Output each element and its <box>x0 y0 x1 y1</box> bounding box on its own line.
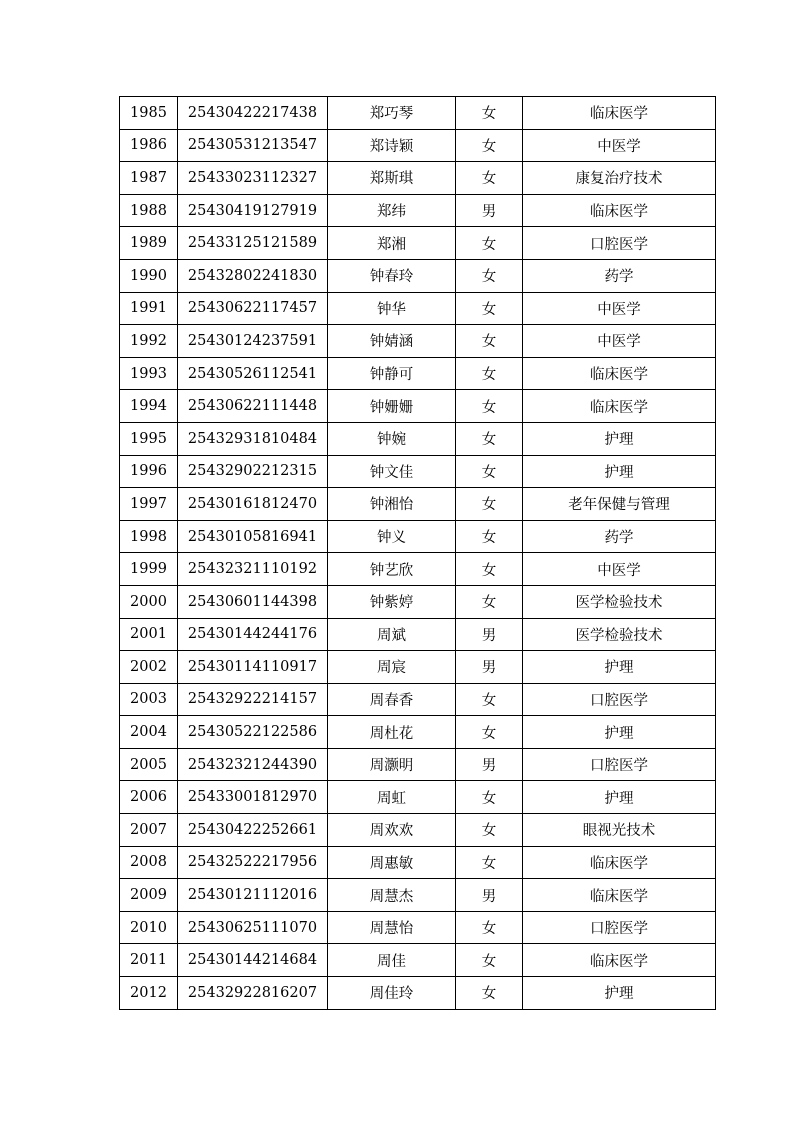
gender-cell: 女 <box>456 944 523 977</box>
major-cell: 中医学 <box>523 292 716 325</box>
gender-cell: 男 <box>456 618 523 651</box>
exam-id-cell: 25432802241830 <box>178 259 328 292</box>
student-name-cell: 钟湘怡 <box>328 488 456 521</box>
gender-cell: 女 <box>456 488 523 521</box>
table-row <box>120 455 716 488</box>
major-cell: 护理 <box>523 455 716 488</box>
table-row <box>120 227 716 260</box>
gender-cell: 女 <box>456 292 523 325</box>
exam-id-cell: 25430622111448 <box>178 390 328 423</box>
gender-cell: 女 <box>456 553 523 586</box>
table-row <box>120 911 716 944</box>
exam-id-cell: 25430622117457 <box>178 292 328 325</box>
major-cell: 老年保健与管理 <box>523 488 716 521</box>
row-number-cell: 2011 <box>120 944 178 977</box>
gender-cell: 男 <box>456 879 523 912</box>
gender-cell: 男 <box>456 194 523 227</box>
row-number-cell: 1987 <box>120 162 178 195</box>
row-number-cell: 2009 <box>120 879 178 912</box>
row-number-cell: 1998 <box>120 520 178 553</box>
table-row <box>120 357 716 390</box>
gender-cell: 男 <box>456 651 523 684</box>
major-cell: 临床医学 <box>523 357 716 390</box>
major-cell: 中医学 <box>523 129 716 162</box>
exam-id-cell: 25430531213547 <box>178 129 328 162</box>
major-cell: 临床医学 <box>523 97 716 130</box>
student-name-cell: 钟紫婷 <box>328 585 456 618</box>
exam-id-cell: 25430105816941 <box>178 520 328 553</box>
row-number-cell: 1985 <box>120 97 178 130</box>
exam-id-cell: 25430422252661 <box>178 814 328 847</box>
student-name-cell: 周慧杰 <box>328 879 456 912</box>
major-cell: 医学检验技术 <box>523 585 716 618</box>
exam-id-cell: 25432321110192 <box>178 553 328 586</box>
gender-cell: 女 <box>456 422 523 455</box>
student-name-cell: 钟婉 <box>328 422 456 455</box>
major-cell: 口腔医学 <box>523 683 716 716</box>
table-row <box>120 846 716 879</box>
student-name-cell: 周杜花 <box>328 716 456 749</box>
student-name-cell: 钟春玲 <box>328 259 456 292</box>
student-name-cell: 周虹 <box>328 781 456 814</box>
major-cell: 护理 <box>523 651 716 684</box>
exam-id-cell: 25430422217438 <box>178 97 328 130</box>
major-cell: 口腔医学 <box>523 748 716 781</box>
major-cell: 临床医学 <box>523 846 716 879</box>
gender-cell: 女 <box>456 716 523 749</box>
student-name-cell: 郑斯琪 <box>328 162 456 195</box>
major-cell: 药学 <box>523 520 716 553</box>
gender-cell: 男 <box>456 748 523 781</box>
table-row <box>120 390 716 423</box>
gender-cell: 女 <box>456 977 523 1010</box>
row-number-cell: 2007 <box>120 814 178 847</box>
table-row <box>120 325 716 358</box>
major-cell: 药学 <box>523 259 716 292</box>
table-row <box>120 585 716 618</box>
exam-id-cell: 25430144244176 <box>178 618 328 651</box>
exam-id-cell: 25433001812970 <box>178 781 328 814</box>
row-number-cell: 1996 <box>120 455 178 488</box>
exam-id-cell: 25433125121589 <box>178 227 328 260</box>
student-name-cell: 周佳玲 <box>328 977 456 1010</box>
major-cell: 护理 <box>523 781 716 814</box>
major-cell: 康复治疗技术 <box>523 162 716 195</box>
table-row <box>120 162 716 195</box>
student-name-cell: 钟艺欣 <box>328 553 456 586</box>
student-name-cell: 周慧怡 <box>328 911 456 944</box>
student-name-cell: 郑巧琴 <box>328 97 456 130</box>
gender-cell: 女 <box>456 683 523 716</box>
exam-id-cell: 25432922214157 <box>178 683 328 716</box>
student-name-cell: 钟义 <box>328 520 456 553</box>
exam-id-cell: 25430121112016 <box>178 879 328 912</box>
row-number-cell: 2010 <box>120 911 178 944</box>
row-number-cell: 1989 <box>120 227 178 260</box>
gender-cell: 女 <box>456 325 523 358</box>
exam-id-cell: 25430526112541 <box>178 357 328 390</box>
gender-cell: 女 <box>456 911 523 944</box>
gender-cell: 女 <box>456 162 523 195</box>
gender-cell: 女 <box>456 357 523 390</box>
student-roster-table <box>119 96 716 1010</box>
table-row <box>120 683 716 716</box>
row-number-cell: 2001 <box>120 618 178 651</box>
table-row <box>120 129 716 162</box>
table-row <box>120 488 716 521</box>
exam-id-cell: 25430114110917 <box>178 651 328 684</box>
row-number-cell: 1999 <box>120 553 178 586</box>
exam-id-cell: 25433023112327 <box>178 162 328 195</box>
student-name-cell: 周佳 <box>328 944 456 977</box>
student-name-cell: 钟华 <box>328 292 456 325</box>
major-cell: 口腔医学 <box>523 227 716 260</box>
table-row <box>120 422 716 455</box>
row-number-cell: 1991 <box>120 292 178 325</box>
exam-id-cell: 25432931810484 <box>178 422 328 455</box>
gender-cell: 女 <box>456 390 523 423</box>
student-name-cell: 周春香 <box>328 683 456 716</box>
row-number-cell: 1990 <box>120 259 178 292</box>
student-name-cell: 钟婧涵 <box>328 325 456 358</box>
table-row <box>120 977 716 1010</box>
row-number-cell: 1994 <box>120 390 178 423</box>
exam-id-cell: 25430601144398 <box>178 585 328 618</box>
gender-cell: 女 <box>456 846 523 879</box>
table-row <box>120 814 716 847</box>
row-number-cell: 2000 <box>120 585 178 618</box>
table-row <box>120 716 716 749</box>
row-number-cell: 2012 <box>120 977 178 1010</box>
gender-cell: 女 <box>456 455 523 488</box>
gender-cell: 女 <box>456 781 523 814</box>
row-number-cell: 1988 <box>120 194 178 227</box>
student-name-cell: 郑纬 <box>328 194 456 227</box>
student-name-cell: 周灏明 <box>328 748 456 781</box>
table-row <box>120 194 716 227</box>
exam-id-cell: 25430124237591 <box>178 325 328 358</box>
major-cell: 临床医学 <box>523 194 716 227</box>
major-cell: 中医学 <box>523 325 716 358</box>
exam-id-cell: 25430625111070 <box>178 911 328 944</box>
student-name-cell: 周斌 <box>328 618 456 651</box>
exam-id-cell: 25432522217956 <box>178 846 328 879</box>
gender-cell: 女 <box>456 227 523 260</box>
row-number-cell: 1992 <box>120 325 178 358</box>
student-name-cell: 周宸 <box>328 651 456 684</box>
student-name-cell: 周欢欢 <box>328 814 456 847</box>
student-name-cell: 钟文佳 <box>328 455 456 488</box>
table-row <box>120 781 716 814</box>
major-cell: 医学检验技术 <box>523 618 716 651</box>
gender-cell: 女 <box>456 520 523 553</box>
major-cell: 眼视光技术 <box>523 814 716 847</box>
table-row <box>120 553 716 586</box>
exam-id-cell: 25432321244390 <box>178 748 328 781</box>
row-number-cell: 1997 <box>120 488 178 521</box>
row-number-cell: 1986 <box>120 129 178 162</box>
student-name-cell: 周惠敏 <box>328 846 456 879</box>
row-number-cell: 2006 <box>120 781 178 814</box>
major-cell: 中医学 <box>523 553 716 586</box>
row-number-cell: 2008 <box>120 846 178 879</box>
gender-cell: 女 <box>456 814 523 847</box>
student-name-cell: 郑诗颖 <box>328 129 456 162</box>
student-name-cell: 钟静可 <box>328 357 456 390</box>
major-cell: 临床医学 <box>523 944 716 977</box>
gender-cell: 女 <box>456 585 523 618</box>
gender-cell: 女 <box>456 259 523 292</box>
exam-id-cell: 25430419127919 <box>178 194 328 227</box>
student-name-cell: 郑湘 <box>328 227 456 260</box>
student-name-cell: 钟姗姗 <box>328 390 456 423</box>
row-number-cell: 2004 <box>120 716 178 749</box>
table-row <box>120 292 716 325</box>
exam-id-cell: 25430522122586 <box>178 716 328 749</box>
gender-cell: 女 <box>456 97 523 130</box>
table-row <box>120 879 716 912</box>
major-cell: 口腔医学 <box>523 911 716 944</box>
exam-id-cell: 25432902212315 <box>178 455 328 488</box>
major-cell: 临床医学 <box>523 390 716 423</box>
exam-id-cell: 25430144214684 <box>178 944 328 977</box>
table-row <box>120 259 716 292</box>
table-row <box>120 97 716 130</box>
exam-id-cell: 25430161812470 <box>178 488 328 521</box>
table-row <box>120 944 716 977</box>
table-row <box>120 651 716 684</box>
roster-table-body <box>120 97 716 1010</box>
table-row <box>120 748 716 781</box>
gender-cell: 女 <box>456 129 523 162</box>
major-cell: 护理 <box>523 977 716 1010</box>
row-number-cell: 2005 <box>120 748 178 781</box>
row-number-cell: 1995 <box>120 422 178 455</box>
row-number-cell: 1993 <box>120 357 178 390</box>
exam-id-cell: 25432922816207 <box>178 977 328 1010</box>
major-cell: 临床医学 <box>523 879 716 912</box>
major-cell: 护理 <box>523 716 716 749</box>
major-cell: 护理 <box>523 422 716 455</box>
row-number-cell: 2003 <box>120 683 178 716</box>
row-number-cell: 2002 <box>120 651 178 684</box>
table-row <box>120 618 716 651</box>
table-row <box>120 520 716 553</box>
